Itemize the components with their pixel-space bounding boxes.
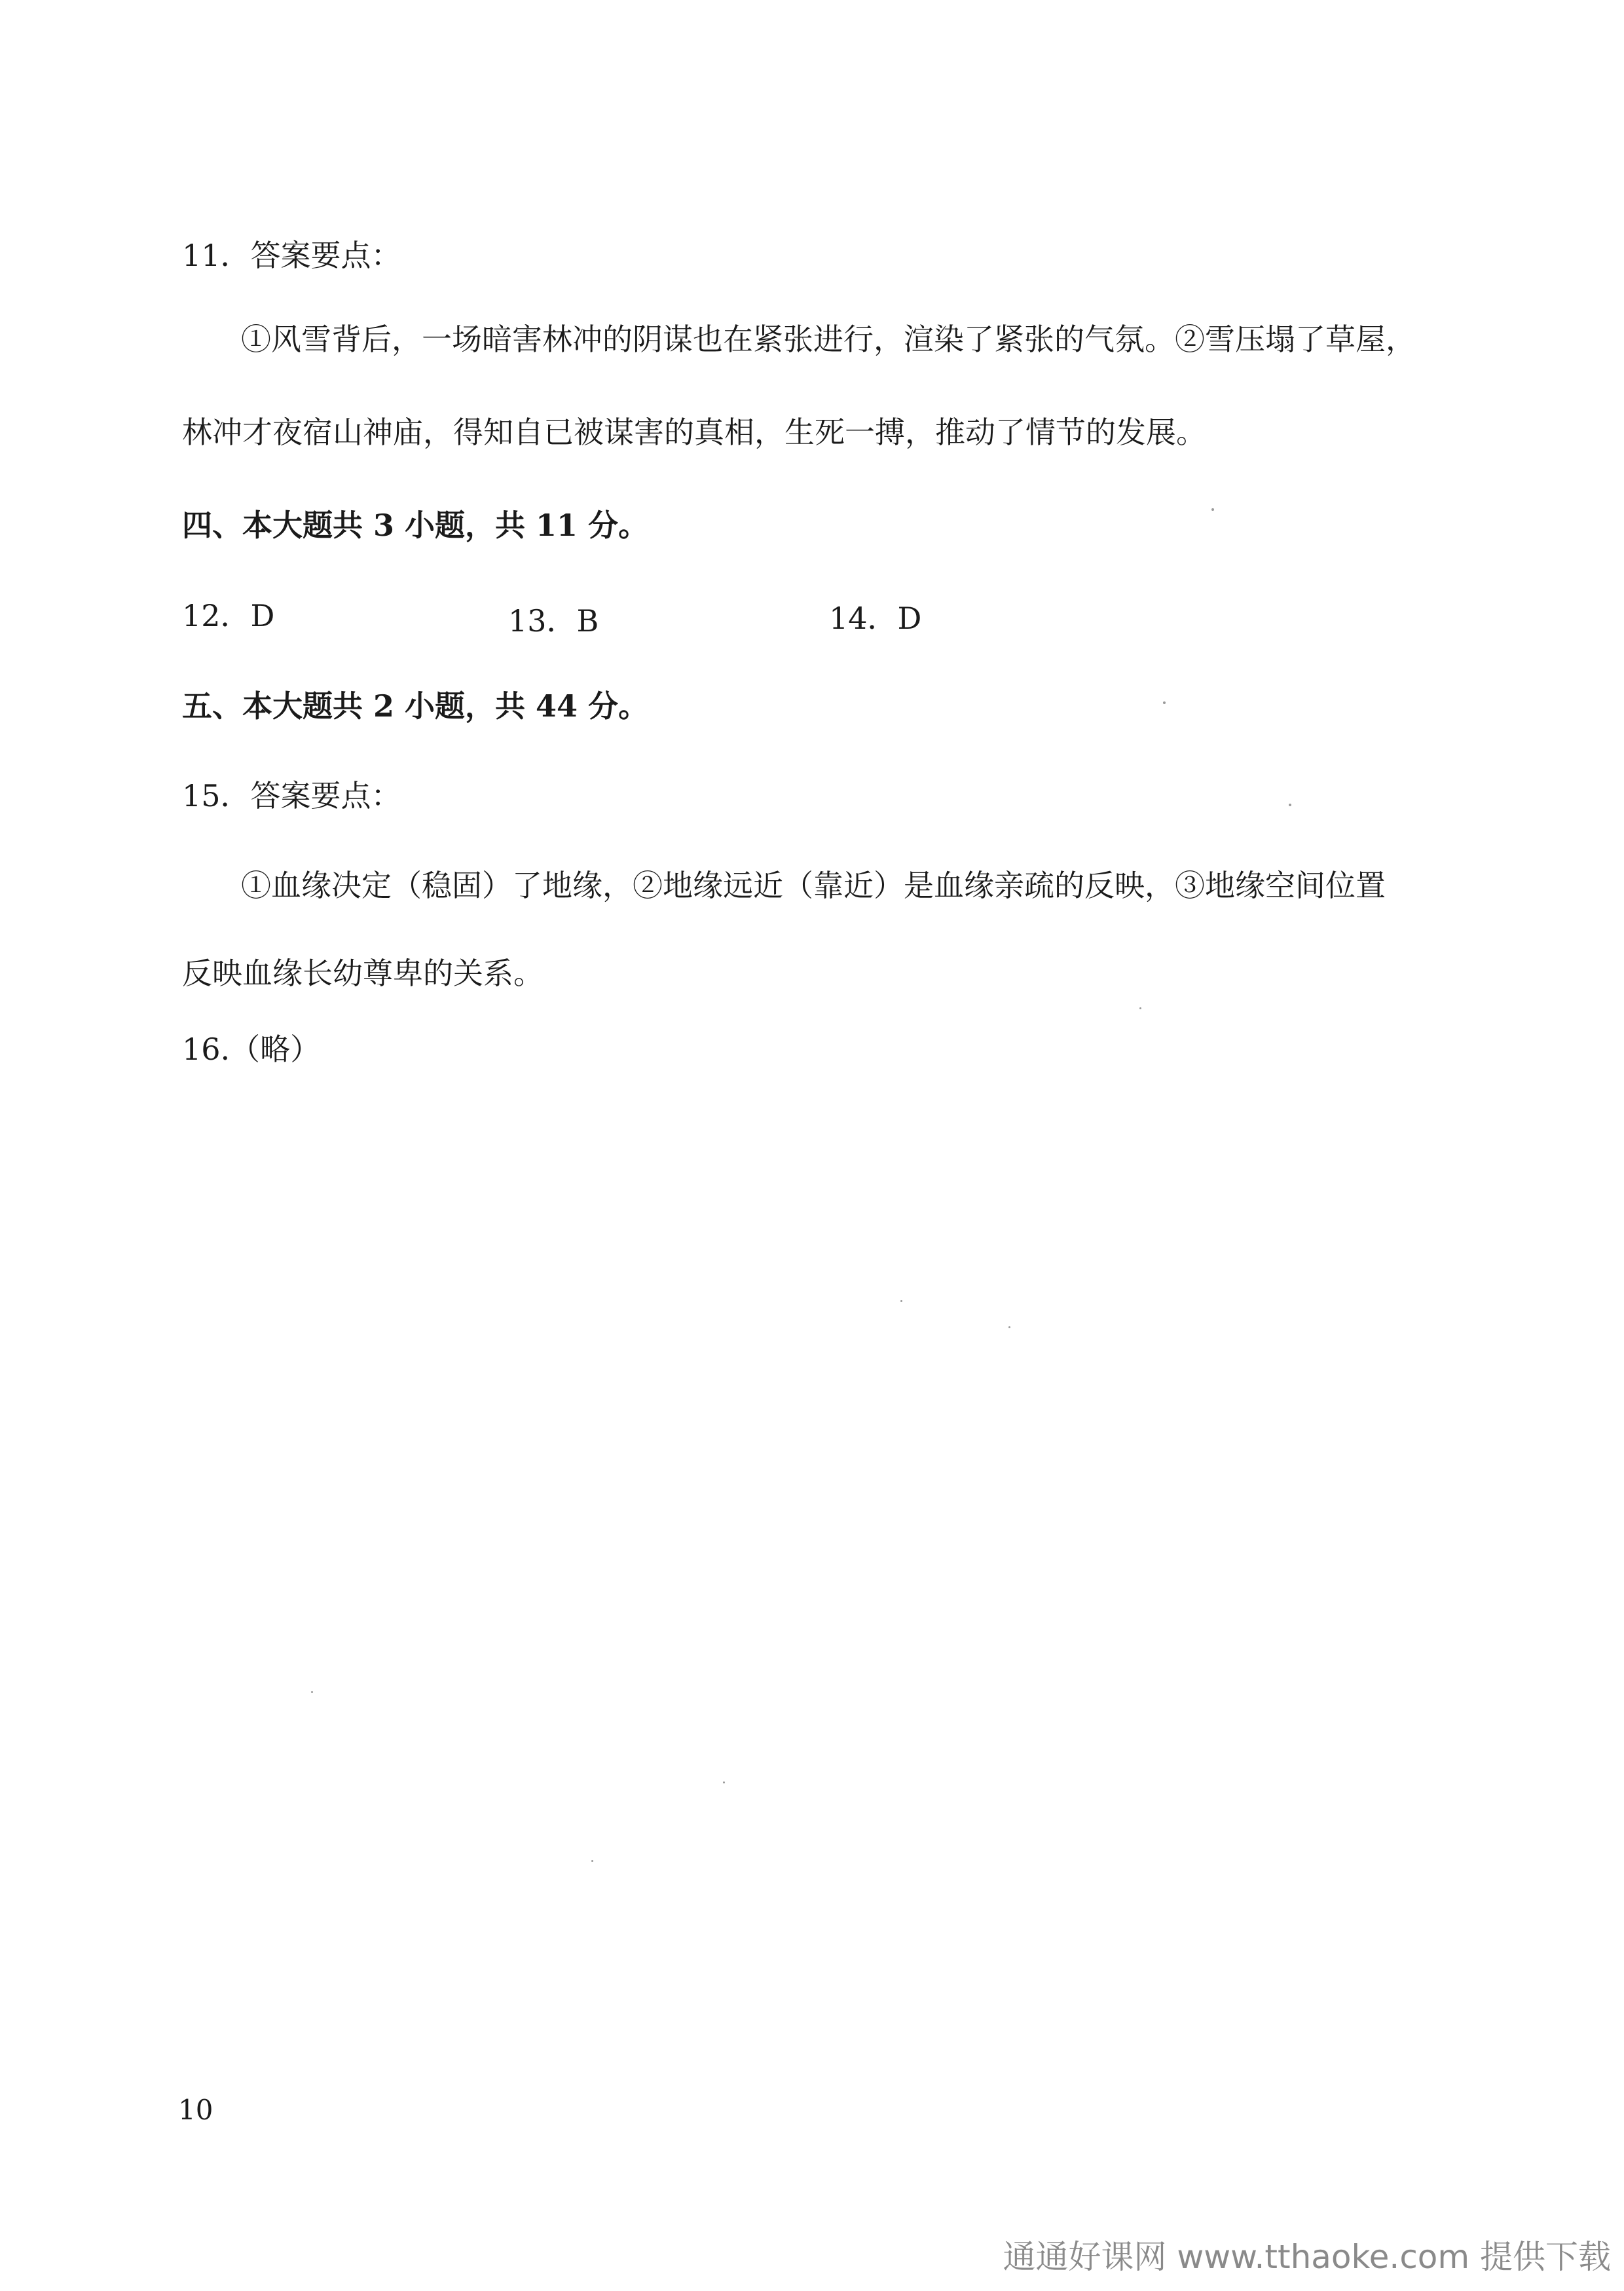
scan-speck — [1163, 701, 1166, 704]
answer-q12: 12．D — [182, 598, 275, 633]
q16-answer: 16.（略） — [182, 1032, 321, 1067]
scan-speck — [900, 1300, 902, 1302]
scan-speck — [1139, 1007, 1141, 1009]
scan-speck — [591, 1860, 593, 1862]
download-watermark: 通通好课网 www.tthaoke.com 提供下载 — [1003, 2238, 1611, 2276]
section-4-heading: 四、本大题共 3 小题，共 11 分。 — [182, 508, 649, 543]
q11-heading: 11．答案要点： — [182, 238, 401, 273]
scan-speck — [1211, 508, 1214, 511]
answer-q13: 13．B — [508, 603, 599, 639]
q11-answer-line-1: ①风雪背后，一场暗害林冲的阴谋也在紧张进行，渲染了紧张的气氛。②雪压塌了草屋， — [241, 322, 1416, 357]
q15-answer-line-2: 反映血缘长幼尊卑的关系。 — [182, 956, 544, 991]
answer-q14: 14．D — [829, 601, 922, 636]
page-number: 10 — [178, 2094, 213, 2126]
scan-speck — [723, 1781, 725, 1783]
q15-heading: 15．答案要点： — [182, 778, 401, 813]
q11-answer-line-2: 林冲才夜宿山神庙，得知自已被谋害的真相，生死一搏，推动了情节的发展。 — [182, 415, 1206, 450]
scan-speck — [1289, 804, 1291, 806]
scan-speck — [1008, 1326, 1010, 1328]
section-5-heading: 五、本大题共 2 小题，共 44 分。 — [182, 688, 649, 724]
q15-answer-line-1: ①血缘决定（稳固）了地缘，②地缘远近（靠近）是血缘亲疏的反映，③地缘空间位置 — [241, 868, 1386, 903]
scan-speck — [311, 1691, 313, 1693]
